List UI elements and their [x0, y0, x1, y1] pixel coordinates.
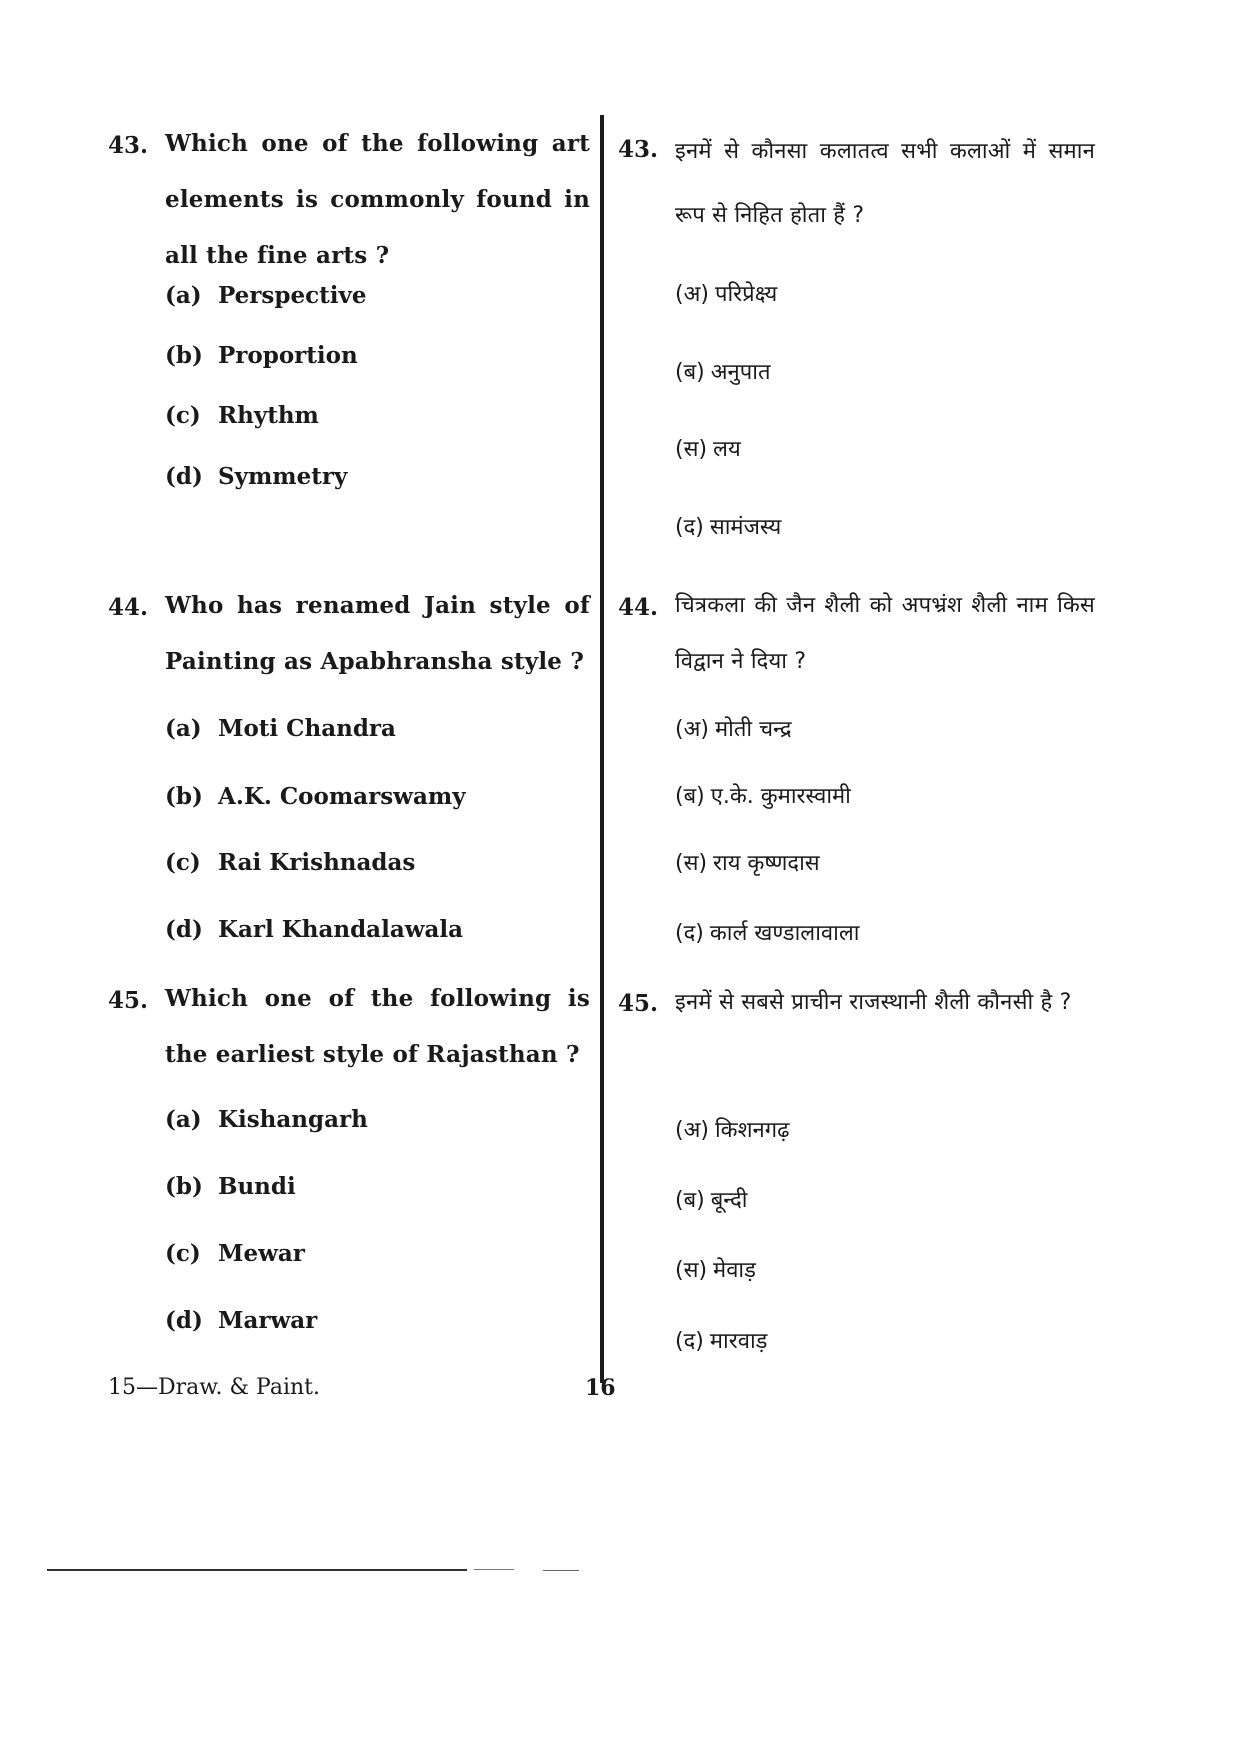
- option-text: Kishangarh: [218, 1106, 368, 1133]
- option-text: Symmetry: [218, 463, 348, 490]
- option-label: (स): [675, 1258, 708, 1283]
- question-number: 43.: [618, 136, 659, 163]
- option-text: ए.के. कुमारस्वामी: [710, 784, 851, 809]
- question-number: 45.: [108, 987, 149, 1014]
- option-text: लय: [713, 437, 741, 462]
- option-label: (स): [675, 851, 708, 876]
- option-label: (d): [165, 916, 203, 943]
- option-a: [165, 282, 366, 309]
- option-c: [675, 847, 820, 877]
- option-c: [165, 849, 415, 876]
- option-text: किशनगढ़: [714, 1118, 790, 1143]
- option-label: (b): [165, 1173, 203, 1200]
- question-text: Which one of the following is the earliest style of Rajasthan ?: [165, 985, 590, 1068]
- option-d: [675, 1325, 767, 1355]
- option-b: [165, 783, 466, 810]
- option-label: (a): [165, 715, 202, 742]
- question-text: इनमें से कौनसा कलातत्व सभी कलाओं में समान रूप से निहित होता हैं ?: [675, 139, 1095, 228]
- option-label: (द): [675, 1329, 704, 1354]
- option-text: राय कृष्णदास: [713, 851, 820, 876]
- bottom-rule: [47, 1569, 467, 1571]
- option-text: Bundi: [218, 1173, 296, 1200]
- option-label: (d): [165, 1307, 203, 1334]
- option-d: [675, 511, 781, 541]
- option-label: (ब): [675, 1188, 705, 1213]
- option-text: अनुपात: [710, 360, 771, 385]
- option-label: (ब): [675, 784, 705, 809]
- option-label: (स): [675, 437, 708, 462]
- bottom-rule-fragment: [543, 1570, 579, 1571]
- option-a: [165, 1106, 368, 1133]
- question-number: 45.: [618, 990, 659, 1017]
- option-a: [165, 715, 396, 742]
- option-text: मारवाड़: [709, 1329, 768, 1354]
- question-number: 44.: [618, 594, 659, 621]
- option-b: [675, 780, 851, 810]
- option-text: बून्दी: [710, 1188, 748, 1213]
- option-text: Karl Khandalawala: [218, 916, 464, 943]
- option-label: (d): [165, 463, 203, 490]
- question-text: Which one of the following art elements is commonly found in all the fine arts ?: [165, 130, 590, 269]
- option-c: [165, 402, 319, 429]
- option-text: कार्ल खण्डालावाला: [709, 921, 860, 946]
- option-text: Proportion: [218, 342, 358, 369]
- option-label: (c): [165, 402, 201, 429]
- option-d: [165, 463, 347, 490]
- option-text: मोती चन्द्र: [714, 717, 792, 742]
- column-divider: [600, 115, 604, 1383]
- option-label: (c): [165, 849, 201, 876]
- question-number: 44.: [108, 594, 149, 621]
- option-c: [675, 1254, 756, 1284]
- question-text: चित्रकला की जैन शैली को अपभ्रंश शैली नाम किस विद्वान ने दिया ?: [675, 593, 1095, 674]
- option-text: Mewar: [218, 1240, 305, 1267]
- option-text: मेवाड़: [713, 1258, 756, 1283]
- option-a: [675, 713, 792, 743]
- page-number: 16: [585, 1375, 616, 1401]
- option-label: (अ): [675, 282, 709, 307]
- option-label: (a): [165, 1106, 202, 1133]
- option-text: सामंजस्य: [709, 515, 782, 540]
- question-text: Who has renamed Jain style of Painting as Apabhransha style ?: [165, 592, 590, 675]
- option-text: A.K. Coomarswamy: [218, 783, 466, 810]
- option-text: परिप्रेक्ष्य: [714, 282, 778, 307]
- option-c: [675, 433, 741, 463]
- question-number: 43.: [108, 132, 149, 159]
- option-d: [675, 917, 859, 947]
- option-label: (c): [165, 1240, 201, 1267]
- option-b: [165, 1173, 296, 1200]
- option-label: (a): [165, 282, 202, 309]
- question-text: इनमें से सबसे प्राचीन राजस्थानी शैली कौनसी है ?: [675, 990, 1072, 1015]
- option-d: [165, 916, 463, 943]
- option-text: Rhythm: [218, 402, 319, 429]
- option-label: (b): [165, 342, 203, 369]
- option-label: (अ): [675, 1118, 709, 1143]
- option-b: [675, 356, 771, 386]
- option-text: Marwar: [218, 1307, 318, 1334]
- option-text: Moti Chandra: [218, 715, 396, 742]
- option-c: [165, 1240, 305, 1267]
- option-label: (ब): [675, 360, 705, 385]
- paper-code: 15—Draw. & Paint.: [108, 1375, 321, 1400]
- bottom-rule-fragment: [474, 1569, 514, 1570]
- option-label: (b): [165, 783, 203, 810]
- option-text: Rai Krishnadas: [218, 849, 416, 876]
- option-b: [675, 1184, 747, 1214]
- option-label: (द): [675, 921, 704, 946]
- option-d: [165, 1307, 317, 1334]
- option-a: [675, 278, 777, 308]
- option-label: (अ): [675, 717, 709, 742]
- option-text: Perspective: [218, 282, 367, 309]
- option-a: [675, 1114, 790, 1144]
- option-label: (द): [675, 515, 704, 540]
- option-b: [165, 342, 358, 369]
